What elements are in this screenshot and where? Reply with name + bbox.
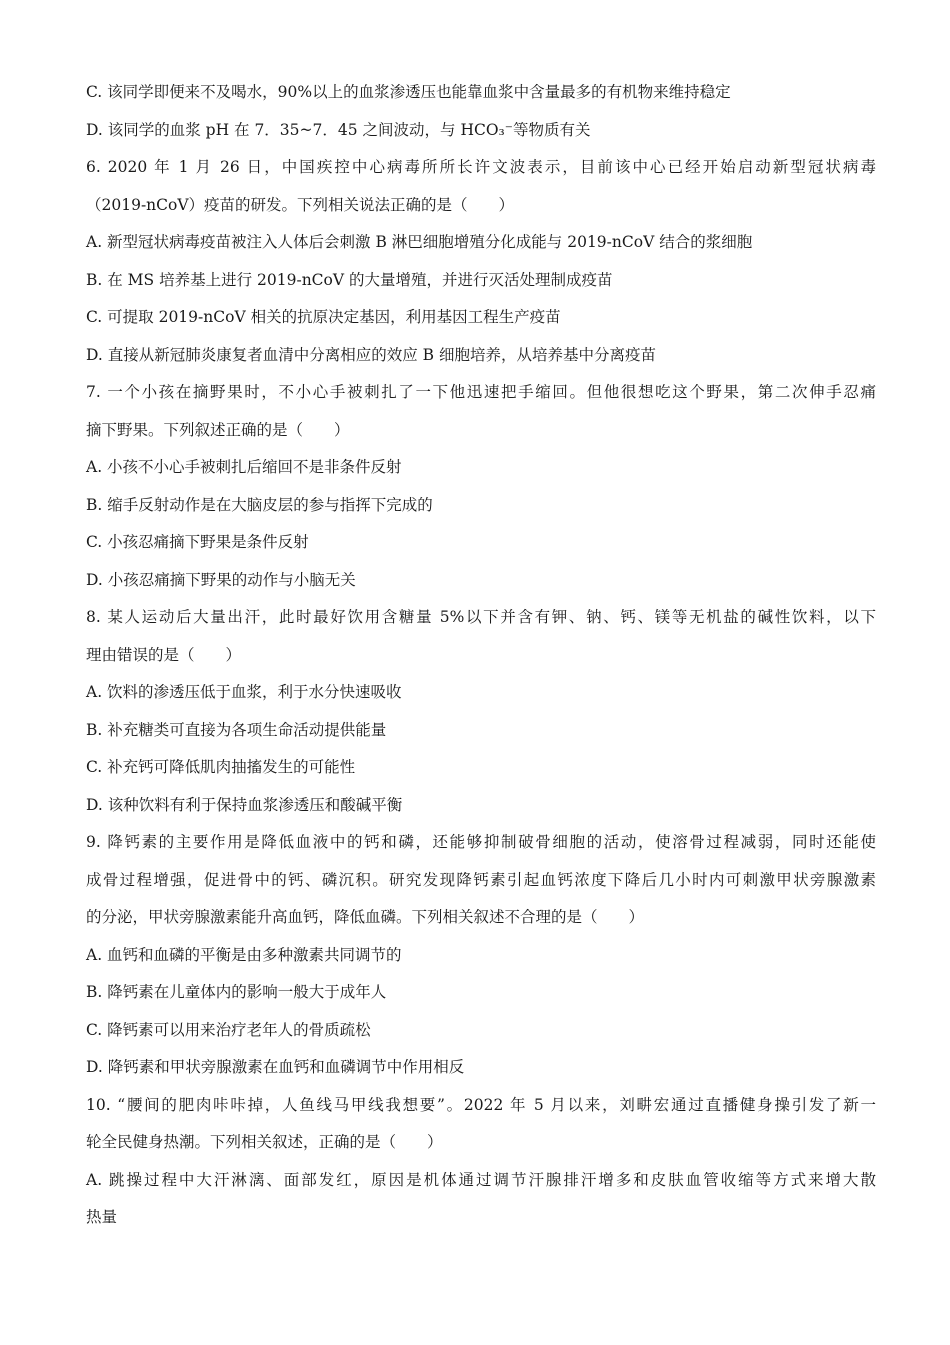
question-9-stem-line-3: 的分泌，甲状旁腺激素能升高血钙，降低血磷。下列相关叙述不合理的是（ ）: [86, 908, 645, 926]
question-6-option-c: C. 可提取 2019-nCoV 相关的抗原决定基因，利用基因工程生产疫苗: [86, 308, 561, 326]
question-7-option-c: C. 小孩忍痛摘下野果是条件反射: [86, 533, 309, 551]
question-9-option-a: A. 血钙和血磷的平衡是由多种激素共同调节的: [86, 945, 402, 964]
question-6-option-a: A. 新型冠状病毒疫苗被注入人体后会刺激 B 淋巴细胞增殖分化成能与 2019-nCoV 结合的浆细胞: [86, 233, 753, 251]
question-7-stem-line-2: 摘下野果。下列叙述正确的是（ ）: [86, 420, 350, 439]
question-6-option-b: B. 在 MS 培养基上进行 2019-nCoV 的大量增殖，并进行灭活处理制成疫苗: [86, 270, 613, 289]
question-6-stem-line-2: （2019-nCoV）疫苗的研发。下列相关说法正确的是（ ）: [86, 195, 515, 214]
question-7-option-d: D. 小孩忍痛摘下野果的动作与小脑无关: [86, 570, 356, 589]
question-7-stem-line-1: 7. 一个小孩在摘野果时，不小心手被刺扎了一下他迅速把手缩回。但他很想吃这个野果，第二次伸手忍痛: [86, 383, 876, 401]
question-9-option-d: D. 降钙素和甲状旁腺激素在血钙和血磷调节中作用相反: [86, 1058, 465, 1076]
question-10-option-a-line-2: 热量: [86, 1208, 118, 1226]
option-c-plasma-osmotic: C. 该同学即便来不及喝水，90%以上的血浆渗透压也能靠血浆中含量最多的有机物来维持稳定: [86, 83, 731, 101]
question-8-option-d: D. 该种饮料有利于保持血浆渗透压和酸碱平衡: [86, 795, 403, 814]
question-text-body: [86, 79, 876, 1242]
question-6-option-d: D. 直接从新冠肺炎康复者血清中分离相应的效应 B 细胞培养，从培养基中分离疫苗: [86, 345, 656, 364]
question-10-option-a-line-1: A. 跳操过程中大汗淋漓、面部发红，原因是机体通过调节汗腺排汗增多和皮肤血管收缩等方式来增大散: [86, 1170, 876, 1189]
question-9-option-c: C. 降钙素可以用来治疗老年人的骨质疏松: [86, 1020, 371, 1039]
question-9-stem-line-2: 成骨过程增强，促进骨中的钙、磷沉积。研究发现降钙素引起血钙浓度下降后几小时内可刺激甲状旁腺激素: [86, 870, 876, 889]
question-9-option-b: B. 降钙素在儿童体内的影响一般大于成年人: [86, 983, 387, 1001]
question-10-stem-line-1: 10. “腰间的肥肉咔咔掉，人鱼线马甲线我想要”。2022 年 5 月以来，刘畊宏通过直播健身操引发了新一: [86, 1095, 876, 1114]
option-d-plasma-ph: D. 该同学的血浆 pH 在 7．35~7．45 之间波动，与 HCO₃⁻等物质有关: [86, 120, 591, 139]
question-7-option-a: A. 小孩不小心手被刺扎后缩回不是非条件反射: [86, 458, 402, 476]
question-8-option-a: A. 饮料的渗透压低于血浆，利于水分快速吸收: [86, 683, 402, 701]
question-6-stem-line-1: 6. 2020 年 1 月 26 日，中国疾控中心病毒所所长许文波表示，目前该中心已经开始启动新型冠状病毒: [86, 158, 876, 176]
question-10-stem-line-2: 轮全民健身热潮。下列相关叙述，正确的是（ ）: [86, 1133, 443, 1151]
question-8-stem-line-1: 8. 某人运动后大量出汗，此时最好饮用含糖量 5%以下并含有钾、钠、钙、镁等无机盐的碱性饮料，以下: [86, 608, 876, 626]
question-8-option-b: B. 补充糖类可直接为各项生命活动提供能量: [86, 720, 387, 739]
question-8-stem-line-2: 理由错误的是（ ）: [86, 645, 242, 664]
question-8-option-c: C. 补充钙可降低肌肉抽搐发生的可能性: [86, 758, 356, 776]
question-9-stem-line-1: 9. 降钙素的主要作用是降低血液中的钙和磷，还能够抑制破骨细胞的活动，使溶骨过程减弱，同时还能使: [86, 833, 876, 851]
question-7-option-b: B. 缩手反射动作是在大脑皮层的参与指挥下完成的: [86, 495, 433, 514]
